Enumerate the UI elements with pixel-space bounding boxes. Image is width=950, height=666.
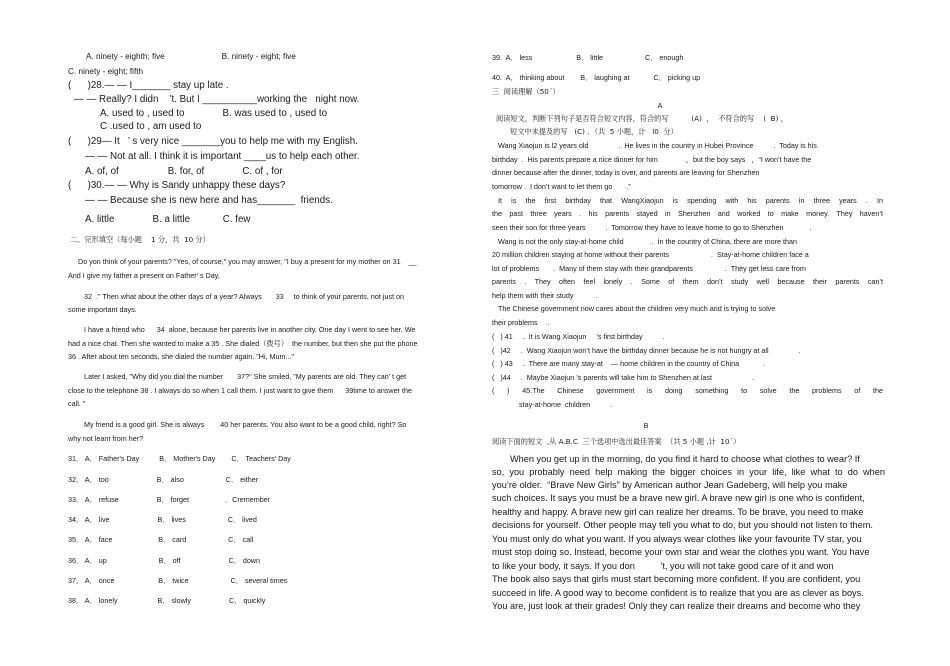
passage-a-line-2: birthday . His parents prepare a nice dinner for him ，but the boy says ，“I won’t have the <box>492 155 812 164</box>
passage-b-line-9: to like your body, it says. If you don ’t, you will not take good care of it and won <box>492 561 834 571</box>
q28-dialogue: — — Really? I didn ’t. But I __________working the night now. <box>74 94 360 105</box>
passage-a-line-4: tomorrow . I don’t want to let them go .” <box>492 182 631 191</box>
passage-a-line-12: help them with their study . <box>492 291 598 300</box>
passage-a-instructions-2: 短文中未提及的写 (C) ．（共 5 小题，计 l0 分） <box>510 127 678 136</box>
q28-options-a-b: A. used to , used to B. was used to , used to <box>100 108 328 119</box>
passage-b-line-10: The book also says that girls must start becoming more confident. If you are confident, you <box>492 574 861 584</box>
passage-b-line-3: you’re older. “Brave New Girls” by American author Jean Gadeberg, will help you make <box>492 480 848 490</box>
passage-a-line-3: dinner because after the dinner, today is over, and parents are leaving for Shenzhen <box>492 168 760 177</box>
section-2-heading: 二、完形填空（每小题 1 分，共 10 分） <box>70 235 210 244</box>
cloze-line-5: I have a friend who 34 alone, because her parents live in another city. One day I went to see her. We <box>84 325 416 334</box>
passage-b-line-7: You must only do what you want. If you always wear clothes like your favourite TV star, you <box>492 534 862 544</box>
q27-options-a-b: A. ninety - eighth; five B. ninety - eight; five <box>86 52 296 61</box>
cloze-line-1: Do yon think of your parents? "Yes, of course," you may answer, "I buy a present for my mother on 31 __ <box>78 257 417 266</box>
cloze-line-9: close to the telephone 38 . I always do so when 1 call them. I just want to give them 39time to answer the <box>68 386 412 395</box>
passage-b-line-1: When you get up in the morning, do you find it hard to choose what clothes to wear? If <box>510 454 860 464</box>
q30-options: A. little B. a little C. few <box>85 214 251 225</box>
cloze-line-8: Later I asked, "Why did you dial the number 37?" She smiled, "My parents are old. They can' t get <box>84 372 407 381</box>
question-42: ( )42 . Wang Xiaojun won’t have the birthday dinner because he is not hungry at all . <box>492 346 801 355</box>
question-43: ( ) 43 . There are many stay-at — home children in the country of China . <box>492 359 766 368</box>
cloze-option-38: 38． A． lonely B． slowly C． quickly <box>68 596 266 605</box>
passage-b-line-8: must stop doing so. Instead, become your own star and wear the clothes you want. You have <box>492 547 870 557</box>
passage-b-instructions: 阅读下面的短文 ,从 A.B.C 三个选项中选出最佳答案 （共 5 小题 ,计 10´） <box>492 437 741 446</box>
passage-a-line-5: It is the first birthday that WangXiaojun is spending with his parents in three years . In <box>498 196 883 205</box>
cloze-option-32: 32． A． too B． also C． either <box>68 475 259 484</box>
q28-stem: ( )28.— — I_______ stay up late . <box>68 80 229 91</box>
q30-stem: ( )30.— — Why is Sandy unhappy these days? <box>68 180 286 191</box>
passage-a-line-8: Wang is not the only stay-at-home child . In the country of China, there are more than <box>498 237 797 246</box>
passage-b-line-12: You are, just look at their grades! Only they can realize their dreams and become who they <box>492 601 861 611</box>
cloze-line-2: And I give my father a present on Father' s Day, <box>68 271 220 280</box>
question-44: ( )44 . Maybe Xiaojun ’s parents will take him to Shenzhen at last . <box>492 373 754 382</box>
cloze-option-33: 33． A． refuse B． forget ．Cremember <box>68 495 271 504</box>
passage-a-instructions-1: 阅读短文，判断下列句子是否符合短文内容，符合的写 (A) ， 不符合的写 ( B) ， <box>496 114 788 123</box>
passage-a-line-11: parents . They often feel lonely . Some of them don’t study well because their parents can’t <box>492 277 883 286</box>
passage-b-line-4: such choices. It says you must be a brave new girl. A brave new girl is one who is confident, <box>492 493 865 503</box>
cloze-option-34: 34． A． live B． lives C． lived <box>68 515 257 524</box>
passage-b-label-text: B <box>643 421 649 430</box>
section-3-heading: 三 阅读理解（50´） <box>492 87 560 96</box>
passage-a-label-text: A <box>657 101 663 110</box>
question-41: ( ) 41 . It is Wang Xiaojun ’s first birthday . <box>492 332 665 341</box>
cloze-option-37: 37． A． once B． twice C． several times <box>68 576 288 585</box>
question-45-continued: stay-at-home children . <box>519 400 613 409</box>
passage-a-line-1: Wang Xiaojun is l2 years old . He lives in the country in Hubei Province . Today is his <box>498 141 817 150</box>
q27-option-c: C. ninety - eight; fifth <box>68 67 144 76</box>
q29-options: A. of, of B. for, of C. of , for <box>85 166 283 177</box>
passage-b-line-6: decisions for yourself. Other people may tell you what to do, but you should not listen to them. <box>492 520 873 530</box>
passage-b-label <box>490 422 802 429</box>
cloze-option-36: 36． A． up B． off C． down <box>68 556 260 565</box>
cloze-line-10: call. " <box>68 399 86 408</box>
passage-a-label <box>490 102 830 109</box>
passage-a-line-7: seen their son for three years . Tomorrow they have to leave home to go to Shenzhen . <box>492 223 812 232</box>
cloze-line-7: 36 . After about ten seconds, she dialed the number again. "Hi, Mum..." <box>68 352 295 361</box>
passage-a-line-10: lot of problems . Many of them stay with their grandparents . They get less care from <box>492 264 806 273</box>
passage-a-line-6: the past three years . his parents stayed in Shenzhen and worked to make money. They haven’t <box>492 209 883 218</box>
passage-b-line-5: healthy and happy. A brave new girl can realize her dreams. To be brave, you need to make <box>492 507 864 517</box>
cloze-option-31: 31． A． Father's Day B． Mother's Day C． Teachers' Day <box>68 454 291 463</box>
cloze-line-4: some important days. <box>68 305 137 314</box>
passage-b-line-2: so, you probably need help making the bigger choices in your life, like what to do when <box>492 467 885 477</box>
cloze-line-12: why not leant from her? <box>68 434 144 443</box>
q29-stem: ( )29— It ’ s very nice _______you to help me with my English. <box>68 136 358 147</box>
q28-option-c: C .used to , am used to <box>100 121 202 132</box>
passage-a-line-14: their problems . <box>492 318 550 327</box>
q30-dialogue: — — Because she is new here and has_______ friends. <box>85 195 333 206</box>
cloze-line-3: 32 ." Then what about the other days of a year? Always 33 to think of your parents, not just on <box>84 292 405 301</box>
cloze-option-40: 40. A． thinking about B． laughing at C． picking up <box>492 73 701 82</box>
passage-a-line-13: The Chinese government now cares about the children very much and is trying to solve <box>498 304 776 313</box>
passage-a-line-9: 20 million children staying at home without their parents . Stay-at-home children face a <box>492 250 809 259</box>
question-45: ( ) 45.The Chinese government is doing something to solve the problems of the <box>492 386 883 395</box>
passage-b-line-11: succeed in life. A good way to become confident is to realize that you are as clever as boys. <box>492 588 864 598</box>
q29-dialogue: — — Not at all. I think it is important ____us to help each other. <box>85 151 360 162</box>
cloze-option-39: 39. A． less B． little C． enough <box>492 53 684 62</box>
cloze-line-6: had a nice chat. Then she wanted to make a 35 . She dialed（拨号） the number, but then she put the phone <box>68 339 418 348</box>
cloze-option-35: 35． A． face B． card C． call <box>68 535 254 544</box>
cloze-line-11: My friend is a good girl. She is always 40 her parents. You also want to be a good child, right? So <box>84 420 407 429</box>
